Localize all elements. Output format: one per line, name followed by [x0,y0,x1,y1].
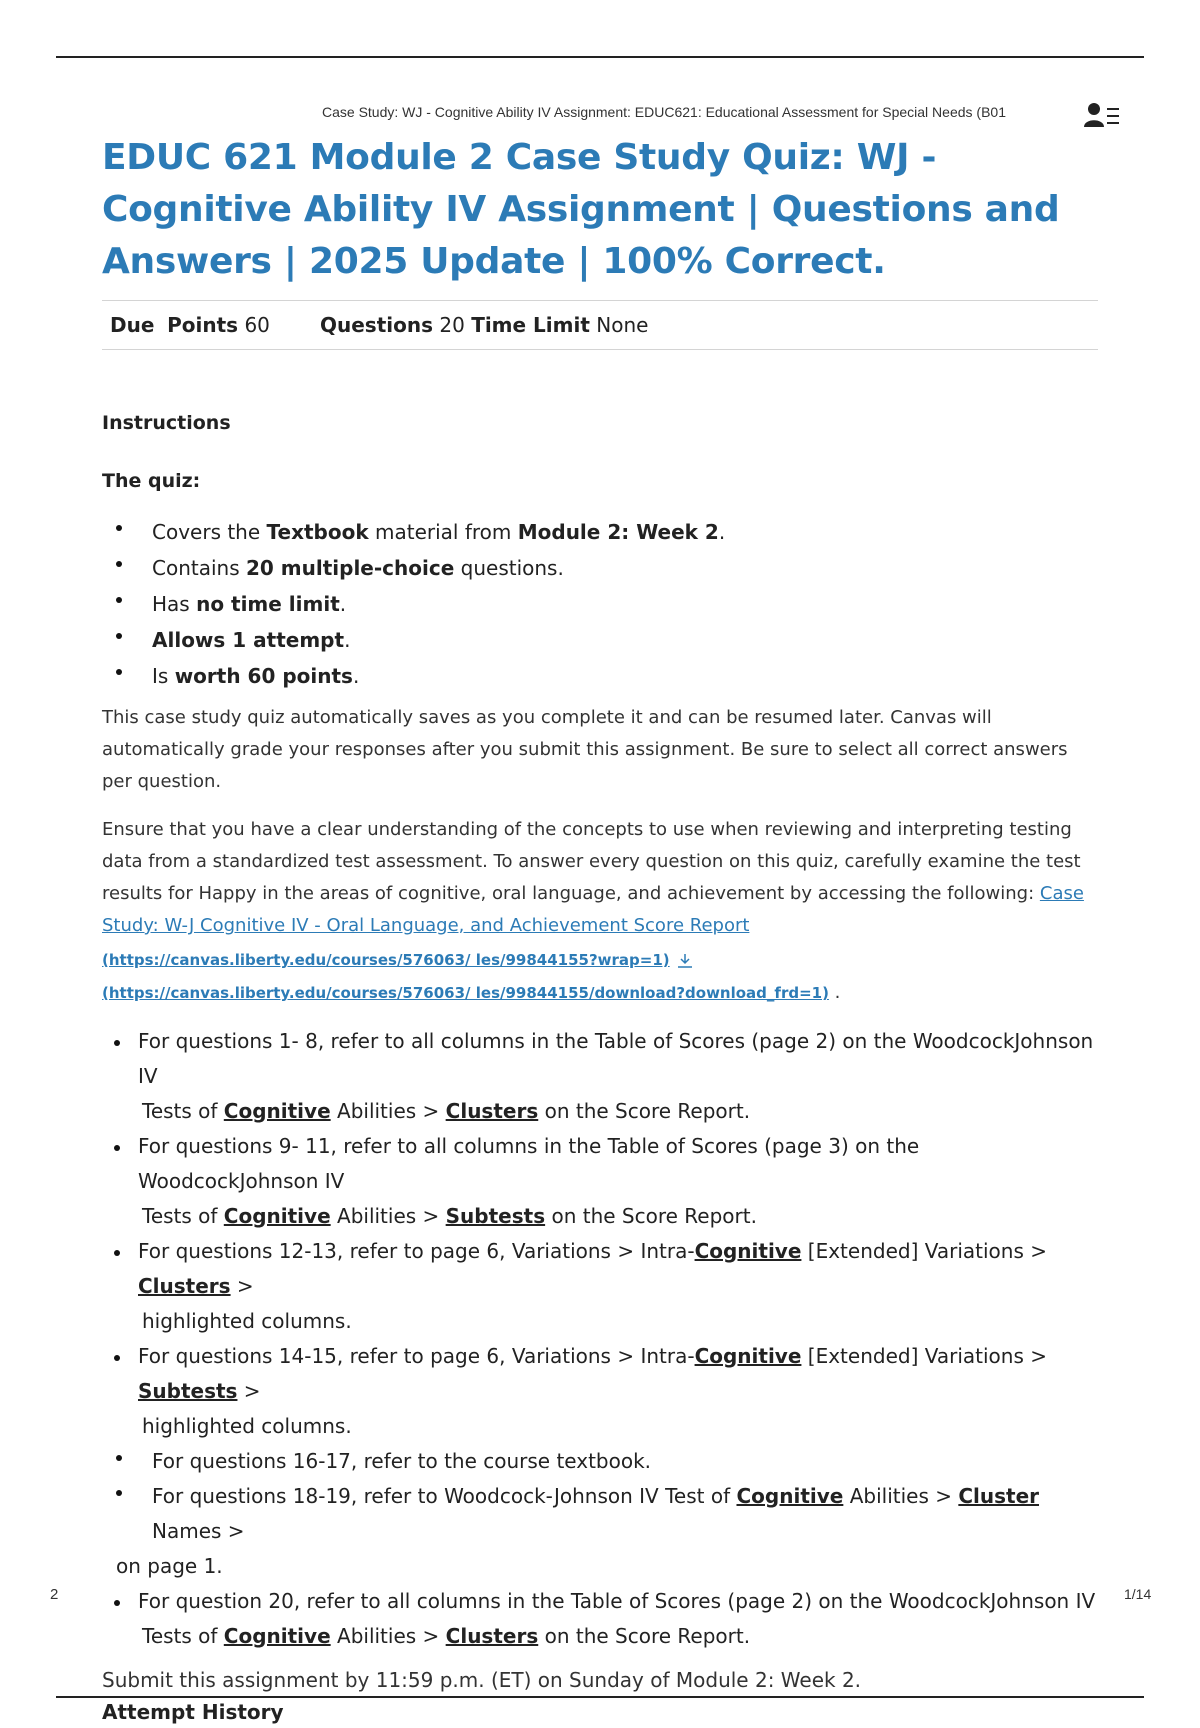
due-label: Due [110,313,155,337]
attempt-history-heading: Attempt History [102,1700,284,1724]
page-number-left: 2 [50,1586,59,1603]
list-item: For questions 1- 8, refer to all columns in the Table of Scores (page 2) on the WoodcockJohnson IV Tests of Cognitive Abilities > Clusters on the Score Report. [102,1024,1102,1129]
list-item: For questions 16-17, refer to the course textbook. [102,1444,1102,1479]
submit-deadline: Submit this assignment by 11:59 p.m. (ET) on Sunday of Module 2: Week 2. [102,1668,862,1692]
page-counter: 1/14 [1124,1586,1152,1602]
list-item: Contains 20 multiple-choice questions. [102,550,1102,586]
questions-label: Questions [320,313,434,337]
download-icon[interactable] [676,953,694,969]
due-points [110,313,270,337]
running-header: Case Study: WJ - Cognitive Ability IV Assignment: EDUC621: Educational Assessment for Special Needs (B01 [322,104,1006,120]
paragraph-text: Ensure that you have a clear understanding of the concepts to use when reviewing and interpreting testing data from a standardized test assessment. To answer every question on this quiz, carefully examine the test results for Happy in the areas of cognitive, oral language, and achievement by accessing the following: [102,819,1081,904]
quiz-heading: The quiz: [102,470,201,492]
score-report-link[interactable]: Case Study: W-J Cognitive IV - Oral Language, and Achievement Score Report [102,883,1084,936]
page-content [102,132,1102,1728]
list-item: For questions 9- 11, refer to all columns in the Table of Scores (page 3) on the WoodcockJohnson IV Tests of Cognitive Abilities > Subtests on the Score Report. [102,1129,1102,1234]
list-item: Is worth 60 points. [102,658,1102,694]
list-item: For questions 18-19, refer to Woodcock-Johnson IV Test of Cognitive Abilities > Cluster Names > on page 1. [102,1479,1102,1584]
top-rule [56,56,1144,58]
quiz-meta-bar [102,300,1098,350]
bottom-rule [56,1696,1144,1698]
instructions-paragraph [102,814,1102,1008]
autosave-paragraph: This case study quiz automatically saves as you complete it and can be resumed later. Canvas will automatically grade your responses after you submit this assignment. Be sure to select all correct answers per question. [102,707,1068,792]
profile-menu-icon[interactable] [1082,100,1122,130]
list-item: For question 20, refer to all columns in the Table of Scores (page 2) on the WoodcockJohnson IV Tests of Cognitive Abilities > Clusters on the Score Report. [102,1584,1102,1654]
question-reference-list [102,1024,1102,1654]
page-title: EDUC 621 Module 2 Case Study Quiz: WJ - Cognitive Ability IV Assignment | Questions and Answers | 2025 Update | 100% Correct. [102,137,1060,282]
instructions-heading: Instructions [102,412,231,434]
list-item: Allows 1 attempt. [102,622,1102,658]
score-report-download-link[interactable]: (https://canvas.liberty.edu/courses/576063/ les/99844155/download?download_frd=1) [102,984,829,1002]
points-label: Points [167,313,239,337]
time-limit-label: Time Limit [471,313,590,337]
list-item: For questions 14-15, refer to page 6, Variations > Intra-Cognitive [Extended] Variations > Subtests > highlighted columns. [102,1339,1102,1444]
score-report-url-link[interactable]: (https://canvas.liberty.edu/courses/576063/ les/99844155?wrap=1) [102,942,1102,978]
list-item: Covers the Textbook material from Module 2: Week 2. [102,514,1102,550]
list-item: Has no time limit. [102,586,1102,622]
list-item: For questions 12-13, refer to page 6, Variations > Intra-Cognitive [Extended] Variations > Clusters > highlighted columns. [102,1234,1102,1339]
questions-time [320,313,648,337]
points-value: 60 [244,313,270,337]
url-suffix: . [828,982,841,1003]
quiz-bullet-list [102,514,1102,694]
time-limit-value: None [596,313,649,337]
questions-value: 20 [439,313,465,337]
